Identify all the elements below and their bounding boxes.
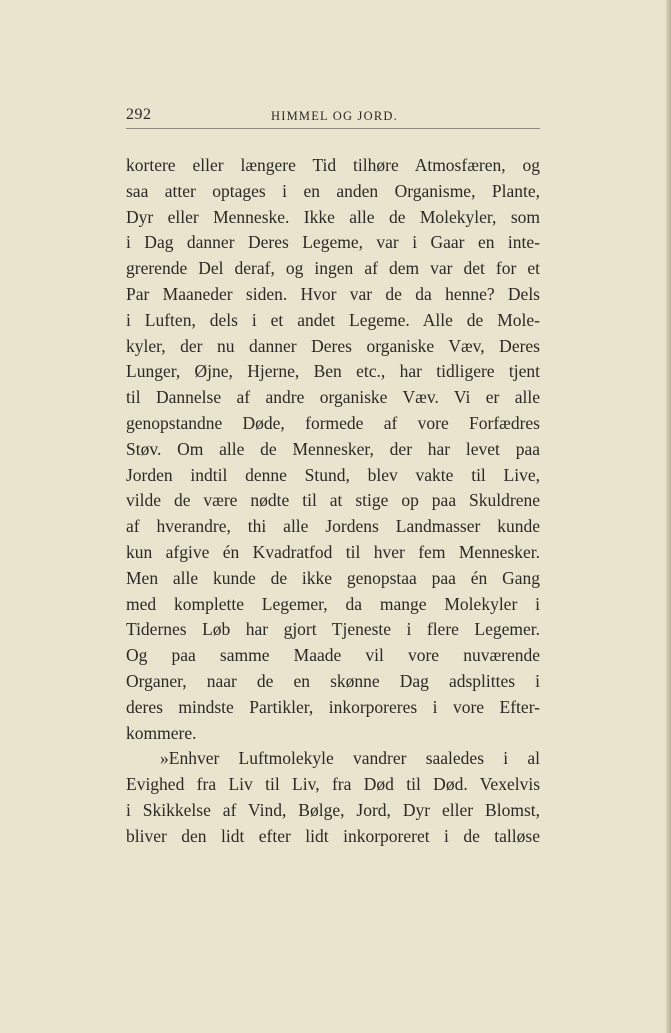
text-line: Dyr eller Menneske. Ikke alle de Molekyler, som <box>126 206 540 227</box>
text-line: Evighed fra Liv til Liv, fra Død til Død. Vexelvis <box>126 774 540 795</box>
page-edge-shadow <box>666 0 671 1033</box>
page-header <box>126 106 540 129</box>
text-line: Og paa samme Maade vil vore nuværende <box>126 645 540 666</box>
text-line: Par Maaneder siden. Hvor var de da henne? Dels <box>126 283 540 304</box>
text-line: saa atter optages i en anden Organisme, Plante, <box>126 180 540 201</box>
text-line: Tidernes Løb har gjort Tjeneste i flere Legemer. <box>126 619 540 640</box>
page-number: 292 <box>126 106 152 123</box>
text-line: deres mindste Partikler, inkorporeres i vore Efter- <box>126 696 540 717</box>
text-line: genopstandne Døde, formede af vore Forfædres <box>126 412 540 433</box>
text-line: med komplette Legemer, da mange Molekyler i <box>126 593 540 614</box>
text-line: i Luften, dels i et andet Legeme. Alle de Mole- <box>126 309 540 330</box>
text-line: Jorden indtil denne Stund, blev vakte til Live, <box>126 464 540 485</box>
text-line: Lunger, Øjne, Hjerne, Ben etc., har tidligere tjent <box>126 361 540 382</box>
text-line: kommere. <box>126 722 197 743</box>
text-line: i Dag danner Deres Legeme, var i Gaar en inte- <box>126 232 540 253</box>
running-head: HIMMEL OG JORD. <box>271 109 398 123</box>
text-line: vilde de være nødte til at stige op paa Skuldrene <box>126 490 540 511</box>
text-line: i Skikkelse af Vind, Bølge, Jord, Dyr eller Blomst, <box>126 799 540 820</box>
text-line: kortere eller længere Tid tilhøre Atmosfæren, og <box>126 155 540 175</box>
text-line: af hverandre, thi alle Jordens Landmasser kunde <box>126 516 540 537</box>
text-line: Organer, naar de en skønne Dag adsplittes i <box>126 670 540 691</box>
text-line: grerende Del deraf, og ingen af dem var det for et <box>126 258 540 279</box>
text-line: kyler, der nu danner Deres organiske Væv, Deres <box>126 335 540 356</box>
text-line: »Enhver Luftmolekyle vandrer saaledes i al <box>160 748 540 769</box>
text-line: til Dannelse af andre organiske Væv. Vi er alle <box>126 387 540 408</box>
body-text <box>126 153 540 850</box>
text-line: kun afgive én Kvadratfod til hver fem Mennesker. <box>126 541 540 562</box>
text-line: Støv. Om alle de Mennesker, der har levet paa <box>126 438 540 459</box>
text-line: bliver den lidt efter lidt inkorporeret i de talløse <box>126 825 540 846</box>
text-line: Men alle kunde de ikke genopstaa paa én Gang <box>126 567 540 588</box>
